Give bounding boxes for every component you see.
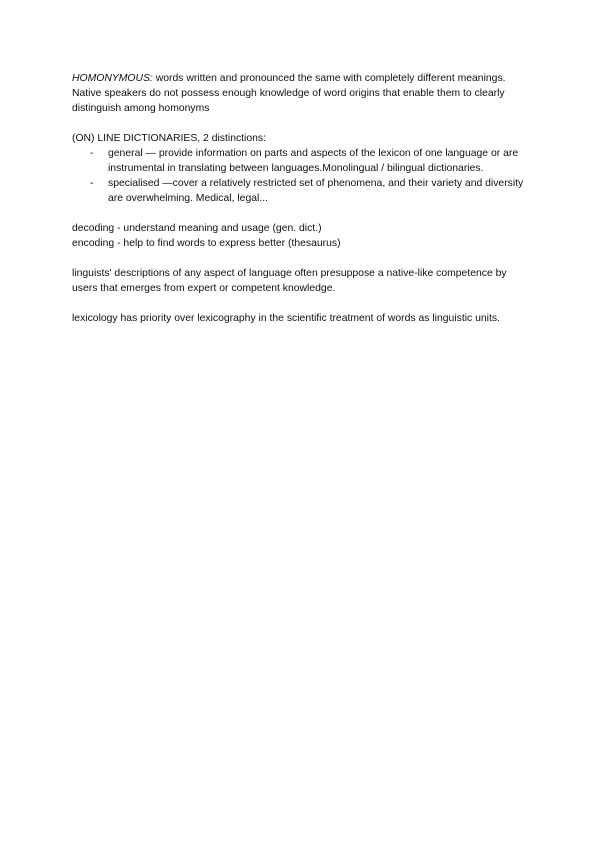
document-body (72, 71, 532, 326)
list-item (72, 146, 532, 176)
paragraph-gap (72, 251, 532, 266)
list-bullet: - (90, 148, 94, 159)
dictionaries-heading: (ON) LINE DICTIONARIES, 2 distinctions: (72, 133, 267, 144)
homonymous-definition (72, 71, 532, 86)
list-item-text: general — provide information on parts and aspects of the lexicon of one language or are instrumental in translating between languages.Monolingual / bilingual dictionaries. (108, 148, 519, 174)
dictionaries-list (72, 146, 532, 206)
homonymous-term: HOMONYMOUS: (72, 73, 153, 84)
homonymous-note: Native speakers do not possess enough knowledge of word origins that enable them to clearly distinguish among homonyms (72, 88, 505, 114)
decoding-line: decoding - understand meaning and usage (gen. dict.) (72, 223, 322, 234)
paragraph-gap (72, 296, 532, 311)
lexicology-paragraph: lexicology has priority over lexicography in the scientific treatment of words as linguistic units. (72, 313, 500, 324)
list-item-text: specialised —cover a relatively restricted set of phenomena, and their variety and diversity are overwhelming. Medical, legal... (108, 178, 524, 204)
paragraph-gap (72, 116, 532, 131)
linguists-paragraph: linguists' descriptions of any aspect of language often presuppose a native-like competence by users that emerges from expert or competent knowledge. (72, 268, 507, 294)
list-item (72, 176, 532, 206)
encoding-line: encoding - help to find words to express better (thesaurus) (72, 238, 341, 249)
list-bullet: - (90, 178, 94, 189)
homonymous-definition-text: words written and pronounced the same with completely different meanings. (152, 73, 506, 84)
paragraph-gap (72, 206, 532, 221)
